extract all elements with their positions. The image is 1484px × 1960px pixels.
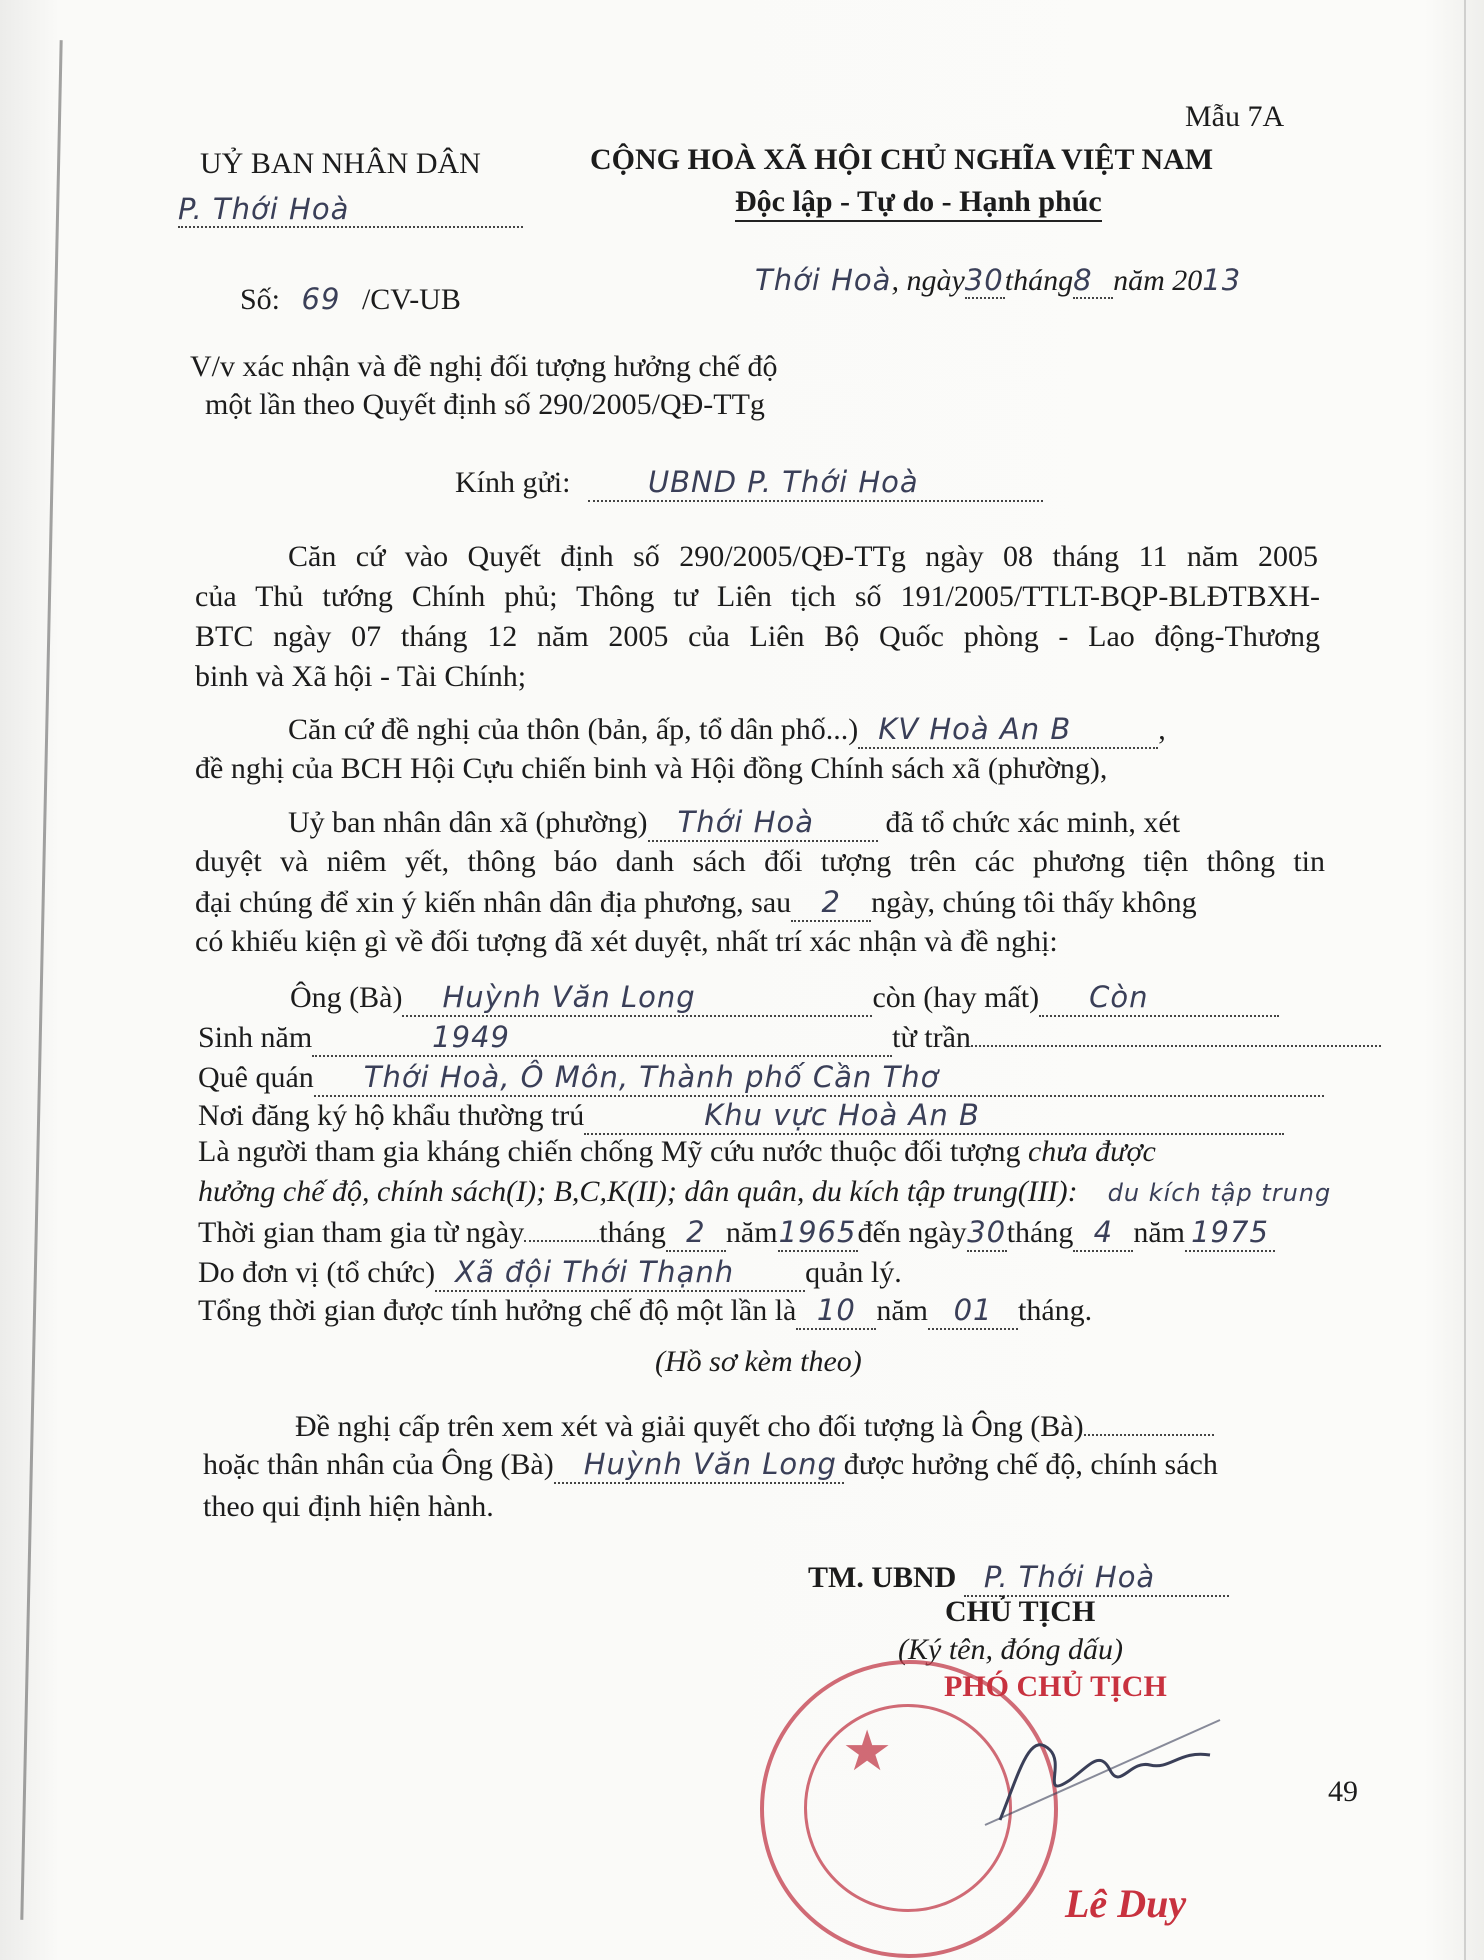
signature-tm: TM. UBND P. Thới Hoà bbox=[808, 1560, 1229, 1597]
agency-name-line bbox=[178, 192, 523, 228]
unit-handwritten: Xã đội Thới Thạnh bbox=[455, 1255, 735, 1289]
subject-line-1: V/v xác nhận và đề nghị đối tượng hưởng chế độ bbox=[190, 350, 778, 383]
field-la-nguoi-line-1: Là người tham gia kháng chiến chống Mỹ cứu nước thuộc đối tượng chưa được bbox=[198, 1135, 1156, 1168]
para3-line-4: có khiếu kiện gì về đối tượng đã xét duyệt, nhất trí xác nhận và đề nghị: bbox=[195, 925, 1058, 958]
field-que-quan: Quê quán Thới Hoà, Ô Môn, Thành phố Cần Thơ bbox=[198, 1060, 1324, 1097]
page-number: 49 bbox=[1328, 1775, 1358, 1808]
para2-line-1: Căn cứ đề nghị của thôn (bản, ấp, tổ dân phố...) KV Hoà An B , bbox=[288, 712, 1166, 749]
field-don-vi: Do đơn vị (tổ chức) Xã đội Thới Thạnh quản lý. bbox=[198, 1255, 902, 1292]
name-handwritten: Huỳnh Văn Long bbox=[442, 980, 696, 1014]
para3-line-2: duyệt và niêm yết, thông báo danh sách đối tượng trên các phương tiện thông tin bbox=[195, 845, 1325, 878]
para3-line-1: Uỷ ban nhân dân xã (phường) Thới Hoà đã tổ chức xác minh, xét bbox=[288, 805, 1328, 842]
signature-ward-handwritten: P. Thới Hoà bbox=[983, 1560, 1156, 1594]
form-code: Mẫu 7A bbox=[1185, 100, 1285, 133]
birth-year-handwritten: 1949 bbox=[432, 1020, 510, 1054]
date-line: Thới Hoà, ngày30tháng8 năm 2013 bbox=[755, 263, 1242, 297]
request-line-2: hoặc thân nhân của Ông (Bà) Huỳnh Văn Long được hưởng chế độ, chính sách bbox=[203, 1447, 1218, 1484]
para3-line-3: đại chúng để xin ý kiến nhân dân địa phương, sau 2 ngày, chúng tôi thấy không bbox=[195, 885, 1197, 922]
field-ong-ba: Ông (Bà) Huỳnh Văn Long còn (hay mất) Còn bbox=[290, 980, 1279, 1017]
relative-name-handwritten: Huỳnh Văn Long bbox=[583, 1447, 837, 1481]
para1-line-1: Căn cứ vào Quyết định số 290/2005/QĐ-TTg ngày 08 tháng 11 năm 2005 bbox=[288, 540, 1318, 573]
field-ho-khau: Nơi đăng ký hộ khẩu thường trú Khu vực Hoà An B bbox=[198, 1098, 1284, 1135]
ward-handwritten: Thới Hoà bbox=[677, 805, 814, 839]
agency-name-handwritten: P. Thới Hoà bbox=[178, 192, 350, 226]
agency-title: UỶ BAN NHÂN DÂN bbox=[200, 147, 481, 180]
hometown-handwritten: Thới Hoà, Ô Môn, Thành phố Cần Thơ bbox=[363, 1060, 940, 1094]
subject-line-2: một lần theo Quyết định số 290/2005/QĐ-TTg bbox=[205, 388, 765, 421]
motto: Độc lập - Tự do - Hạnh phúc bbox=[735, 185, 1102, 219]
status-handwritten: Còn bbox=[1089, 980, 1149, 1014]
page-edge-right bbox=[1464, 0, 1466, 1960]
signature-title: CHỦ TỊCH bbox=[945, 1595, 1096, 1628]
residence-handwritten: Khu vực Hoà An B bbox=[704, 1098, 980, 1132]
request-line-1: Đề nghị cấp trên xem xét và giải quyết cho đối tượng là Ông (Bà) bbox=[295, 1410, 1214, 1444]
field-tong-thoi-gian: Tổng thời gian được tính hưởng chế độ một lần là 10 năm 01 tháng. bbox=[198, 1293, 1092, 1330]
field-sinh-nam: Sinh năm 1949 từ trần bbox=[198, 1020, 1381, 1057]
signature-scribble bbox=[980, 1710, 1240, 1830]
village-handwritten: KV Hoà An B bbox=[878, 712, 1072, 746]
para2-line-2: đề nghị của BCH Hội Cựu chiến binh và Hội đồng Chính sách xã (phường), bbox=[195, 752, 1108, 785]
country-title: CỘNG HOÀ XÃ HỘI CHỦ NGHĨA VIỆT NAM bbox=[590, 143, 1214, 176]
document-number-value: 69 bbox=[301, 282, 341, 316]
recipient-handwritten: UBND P. Thới Hoà bbox=[647, 465, 919, 499]
field-thoi-gian: Thời gian tham gia từ ngày tháng 2 năm1965đến ngày30tháng 4 năm 1975 bbox=[198, 1215, 1275, 1252]
signer-name: Lê Duy bbox=[1065, 1881, 1187, 1926]
document-number: Số: 69 /CV-UB bbox=[240, 282, 461, 316]
place-handwritten: Thới Hoà bbox=[755, 263, 892, 297]
signature-note: (Ký tên, đóng dấu) bbox=[898, 1633, 1123, 1666]
recipient-line: Kính gửi: UBND P. Thới Hoà bbox=[455, 465, 1043, 502]
star-icon: ★ bbox=[842, 1719, 893, 1784]
para1-line-3: BTC ngày 07 tháng 12 năm 2005 của Liên Bộ Quốc phòng - Lao động-Thương bbox=[195, 620, 1320, 653]
category-handwritten: du kích tập trung bbox=[1107, 1179, 1332, 1207]
para1-line-2: của Thủ tướng Chính phủ; Thông tư Liên tịch số 191/2005/TTLT-BQP-BLĐTBXH- bbox=[195, 580, 1320, 613]
attached-note: (Hồ sơ kèm theo) bbox=[655, 1345, 862, 1378]
field-la-nguoi-line-2: hưởng chế độ, chính sách(I); B,C,K(II); dân quân, du kích tập trung(III): du kích tập trung bbox=[198, 1175, 1332, 1208]
stamp-title: PHÓ CHỦ TỊCH bbox=[944, 1670, 1167, 1703]
request-line-3: theo qui định hiện hành. bbox=[203, 1490, 494, 1523]
para1-line-4: binh và Xã hội - Tài Chính; bbox=[195, 660, 527, 693]
